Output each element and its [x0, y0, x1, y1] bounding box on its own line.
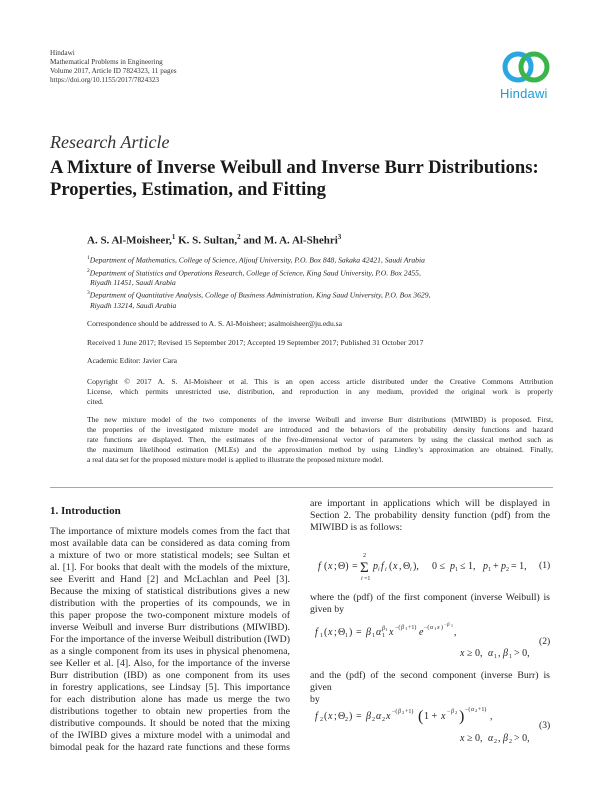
author-affiliation-mark: 2 [237, 233, 241, 241]
svg-text:): ) [349, 627, 353, 638]
journal-name: Mathematical Problems in Engineering [50, 58, 163, 66]
body-line: where the (pdf) of the first component (inverse Weibull) is [310, 592, 550, 603]
body-line: a mixture of two or more statistical models; see Sultan et [50, 550, 290, 561]
equation-3 [310, 700, 550, 748]
svg-text:1: 1 [488, 567, 491, 573]
body-line: inverse Weibull and inverse Burr distributions (MIWIBD). [50, 622, 290, 633]
svg-text:β: β [382, 626, 385, 632]
svg-text:2: 2 [320, 717, 323, 723]
equation-3-formula [310, 700, 550, 748]
svg-text:β: β [503, 648, 508, 659]
equation-2 [310, 618, 550, 662]
body-line: in forestry applications, see Lindsay [5]. This importance [50, 682, 290, 693]
body-line: MIWIBD is as follows: [310, 522, 403, 533]
svg-text:2: 2 [363, 553, 366, 559]
equation-1-formula [310, 548, 550, 584]
svg-text:β: β [398, 709, 401, 715]
svg-text:i: i [361, 576, 363, 582]
svg-text:−(: −( [395, 625, 401, 631]
svg-text:> 0,: > 0, [514, 733, 530, 744]
svg-text:=: = [352, 561, 358, 572]
affiliation-mark: 1 [87, 255, 90, 261]
body-line: this paper propose the two-component mixture models of [50, 610, 290, 621]
affiliation-text-continued: Riyadh 13214, Saudi Arabia [90, 300, 177, 310]
svg-text:,: , [498, 648, 501, 659]
body-line: as a single component from its uses in physical phenomena, [50, 646, 290, 657]
intro-right-column-top [310, 498, 550, 534]
abstract [87, 415, 553, 465]
affiliation-text: Department of Quantitative Analysis, College of Business Administration, King Saud University, P.O. Box 3629, [89, 290, 431, 300]
author-name: and M. A. Al-Shehri [240, 234, 338, 247]
affiliations [87, 253, 537, 311]
affiliation-item [87, 288, 537, 301]
svg-text:;: ; [334, 711, 337, 722]
body-line: al. [1]. For books that dealt with the models of the mixture, [50, 562, 290, 573]
body-line: most available data can be considered as data coming from [50, 538, 290, 549]
svg-text:x: x [389, 627, 394, 638]
svg-text:2: 2 [382, 717, 385, 723]
svg-text:α: α [471, 707, 475, 713]
affiliation-item [87, 266, 537, 279]
svg-text:Θ): Θ) [338, 561, 349, 572]
svg-text:1 +: 1 + [424, 711, 438, 722]
abstract-line: the maximum likelihood estimation (MLEs) and the approximation method by using Lindley’s approximation are obtained. Finally, [87, 445, 553, 454]
svg-text:1: 1 [345, 633, 348, 639]
section-divider [50, 487, 553, 488]
svg-text:1: 1 [451, 623, 453, 628]
author-name: K. S. Sultan, [175, 234, 238, 247]
body-line: bimodal peak for the hazard rate functions and these forms [50, 742, 290, 753]
svg-text:(: ( [324, 561, 328, 572]
doi-link[interactable]: https://doi.org/10.1155/2017/7824323 [50, 76, 160, 84]
equation-3-number: (3) [539, 720, 551, 731]
svg-text:x: x [437, 625, 440, 631]
svg-text:),: ), [413, 561, 419, 572]
copyright-notice [87, 377, 553, 407]
equation-2-number: (2) [539, 636, 551, 647]
equation-1 [310, 548, 550, 584]
svg-text:+1): +1) [478, 707, 487, 713]
svg-text:p: p [450, 561, 455, 572]
svg-text:(: ( [418, 708, 424, 725]
body-line: are important in applications which will be displayed in [310, 498, 550, 509]
svg-text:+1): +1) [405, 709, 414, 715]
svg-text:≥ 0,: ≥ 0, [467, 733, 483, 744]
svg-text:Θ: Θ [338, 711, 346, 722]
copyright-line: Copyright © 2017 A. S. Al-Moisheer et al. This is an open access article distributed under the Creative Commons Attribution [87, 377, 553, 386]
svg-text:1: 1 [385, 627, 388, 632]
svg-text:Σ: Σ [360, 560, 369, 576]
affiliation-mark: 3 [87, 290, 90, 297]
copyright-line: cited. [87, 397, 104, 406]
academic-editor: Academic Editor: Javier Cara [87, 356, 178, 365]
svg-text:,: , [498, 733, 501, 744]
svg-text:f: f [381, 561, 384, 572]
svg-text:x: x [460, 648, 465, 659]
svg-text:2: 2 [345, 717, 348, 723]
abstract-line: The new mixture model of the two components of the inverse Weibull and inverse Burr distributions (MIWIBD) is proposed. First, [87, 415, 553, 424]
svg-text:x: x [328, 627, 333, 638]
svg-text:1: 1 [455, 567, 458, 573]
svg-text:1: 1 [494, 654, 497, 660]
author-name: A. S. Al-Moisheer, [87, 234, 172, 247]
svg-text:,: , [399, 561, 402, 572]
svg-text:;: ; [334, 561, 337, 572]
svg-text:x: x [441, 711, 446, 722]
svg-text:2: 2 [509, 739, 512, 745]
body-line: distributions together to obtain new properties from the [50, 706, 290, 717]
hindawi-logo-text: Hindawi [500, 86, 548, 101]
author-affiliation-mark: 1 [171, 233, 176, 241]
publisher-name: Hindawi [50, 49, 75, 57]
intro-right-column-mid [310, 592, 550, 616]
svg-text:2: 2 [372, 717, 375, 723]
article-title-line-2: Properties, Estimation, and Fitting [50, 179, 326, 200]
affiliation-text-continued: Riyadh 11451, Saudi Arabia [90, 278, 176, 288]
hindawi-rings-icon [496, 46, 556, 88]
svg-text:1: 1 [405, 626, 408, 631]
svg-text:+1): +1) [408, 625, 417, 631]
body-line: Burr distribution (IBD) as one component from its uses [50, 670, 290, 681]
body-line: by [310, 694, 320, 705]
affiliation-mark: 2 [87, 267, 90, 274]
svg-text:(: ( [324, 627, 328, 638]
svg-text:2: 2 [402, 710, 405, 715]
svg-text:Θ: Θ [403, 561, 411, 572]
svg-text:e: e [419, 627, 424, 638]
svg-text:Θ: Θ [338, 627, 346, 638]
svg-text:β: β [451, 709, 454, 715]
svg-text:x: x [328, 561, 333, 572]
body-line: given by [310, 604, 345, 615]
svg-text:2: 2 [455, 710, 458, 715]
svg-text:≥ 0,: ≥ 0, [467, 648, 483, 659]
svg-text:−: − [444, 622, 447, 627]
article-title-line-1: A Mixture of Inverse Weibull and Inverse Burr Distributions: [50, 157, 539, 178]
article-title [50, 157, 570, 201]
svg-text:,: , [454, 627, 457, 638]
affiliation-item [87, 253, 537, 266]
svg-text:=: = [356, 627, 362, 638]
svg-text:α: α [376, 711, 382, 722]
svg-text:−(: −( [424, 625, 430, 631]
svg-text:α: α [430, 625, 434, 631]
author-affiliation-mark: 3 [337, 233, 342, 241]
svg-text:(: ( [324, 711, 328, 722]
volume-info: Volume 2017, Article ID 7824323, 11 pages [50, 67, 177, 75]
article-type: Research Article [50, 132, 170, 152]
body-line: see Everitt and Hand [2] and McLachlan and Peel [3]. [50, 574, 290, 585]
svg-text:1: 1 [434, 626, 437, 631]
affiliation-text: Department of Mathematics, College of Science, Aljouf University, P.O. Box 848, Sakaka 42421, Saudi Arabia [89, 255, 425, 265]
svg-text:i: i [410, 567, 412, 573]
svg-text:x: x [393, 561, 398, 572]
body-line: distribution with the properties of its compounds, we in [50, 598, 290, 609]
abstract-line: the properties of the investigated mixture model are introduced and the behaviors of the probability density functions and hazard [87, 425, 553, 434]
svg-text:β: β [401, 625, 404, 631]
equation-2-formula [310, 618, 550, 662]
svg-text:f: f [315, 711, 318, 722]
svg-text:,: , [490, 711, 493, 722]
svg-text:≤ 1,: ≤ 1, [460, 561, 476, 572]
svg-text:2: 2 [475, 708, 478, 713]
abstract-line: a real data set for the proposed mixture model is applied to illustrate the proposed mixture model. [87, 455, 384, 464]
svg-text:α: α [376, 627, 382, 638]
correspondence: Correspondence should be addressed to A. S. Al-Moisheer; asalmoisheer@ju.edu.sa [87, 319, 343, 328]
svg-text:): ) [441, 625, 443, 631]
svg-text:β: β [366, 711, 371, 722]
svg-text:f: f [318, 561, 321, 572]
author-list [87, 233, 341, 247]
svg-text:= 1,: = 1, [511, 561, 527, 572]
body-line: of the IWIBD gives a mixture model with a unimodal and [50, 730, 290, 741]
body-line: for each distribution alone has made us merge the two [50, 694, 290, 705]
body-line: The importance of mixture models comes from the fact that [50, 526, 290, 537]
svg-text:p: p [501, 561, 506, 572]
svg-text:=1: =1 [364, 576, 371, 582]
svg-text:i: i [385, 567, 387, 573]
svg-text:β: β [503, 733, 508, 744]
body-line: For the importance of the inverse Weibull distribution (IWD) [50, 634, 290, 645]
svg-text:=: = [356, 711, 362, 722]
svg-text:+: + [493, 561, 499, 572]
equation-1-number: (1) [539, 560, 551, 571]
svg-text:): ) [349, 711, 353, 722]
hindawi-logo [496, 46, 556, 106]
svg-text:α: α [488, 648, 494, 659]
body-line: Section 2. The probability density function (pdf) from the [310, 510, 550, 521]
svg-text:β: β [366, 627, 371, 638]
affiliation-text: Department of Statistics and Operations Research, College of Science, King Saud University, P.O. Box 2455, [89, 268, 421, 278]
svg-text:;: ; [334, 627, 337, 638]
svg-text:β: β [447, 623, 450, 628]
svg-text:α: α [488, 733, 494, 744]
svg-text:2: 2 [494, 739, 497, 745]
svg-text:x: x [386, 711, 391, 722]
body-line: and the (pdf) of the second component (inverse Burr) is given [310, 670, 550, 693]
svg-text:p: p [373, 561, 378, 572]
body-line: distributive compounds. It should be noted that the mixing [50, 718, 290, 729]
svg-text:x: x [460, 733, 465, 744]
svg-text:): ) [459, 708, 465, 725]
svg-text:> 0,: > 0, [514, 648, 530, 659]
copyright-line: License, which permits unrestricted use, distribution, and reproduction in any medium, provided the original work is properly [87, 387, 553, 396]
svg-text:1: 1 [372, 633, 375, 639]
body-line: Because the mixing of statistical distributions gives a new [50, 586, 290, 597]
section-heading: 1. Introduction [50, 505, 121, 517]
svg-text:−(: −( [465, 707, 471, 713]
svg-text:1: 1 [509, 654, 512, 660]
intro-left-column [50, 526, 290, 754]
svg-text:(: ( [389, 561, 393, 572]
svg-text:x: x [328, 711, 333, 722]
svg-text:−(: −( [392, 709, 398, 715]
svg-text:i: i [378, 567, 380, 573]
svg-text:1: 1 [320, 633, 323, 639]
svg-text:f: f [315, 627, 318, 638]
article-dates: Received 1 June 2017; Revised 15 September 2017; Accepted 19 September 2017; Published 31 October 2017 [87, 338, 424, 347]
svg-text:−: − [447, 709, 451, 715]
svg-text:p: p [483, 561, 488, 572]
svg-text:0 ≤: 0 ≤ [432, 561, 445, 572]
svg-text:1: 1 [382, 633, 385, 639]
abstract-line: rate functions are displayed. Then, the estimates of the five-dimensional vector of parameters by using the classical method such as [87, 435, 553, 444]
body-line: see Keller et al. [4]. Also, for the importance of the inverse [50, 658, 290, 669]
svg-text:2: 2 [506, 567, 509, 573]
